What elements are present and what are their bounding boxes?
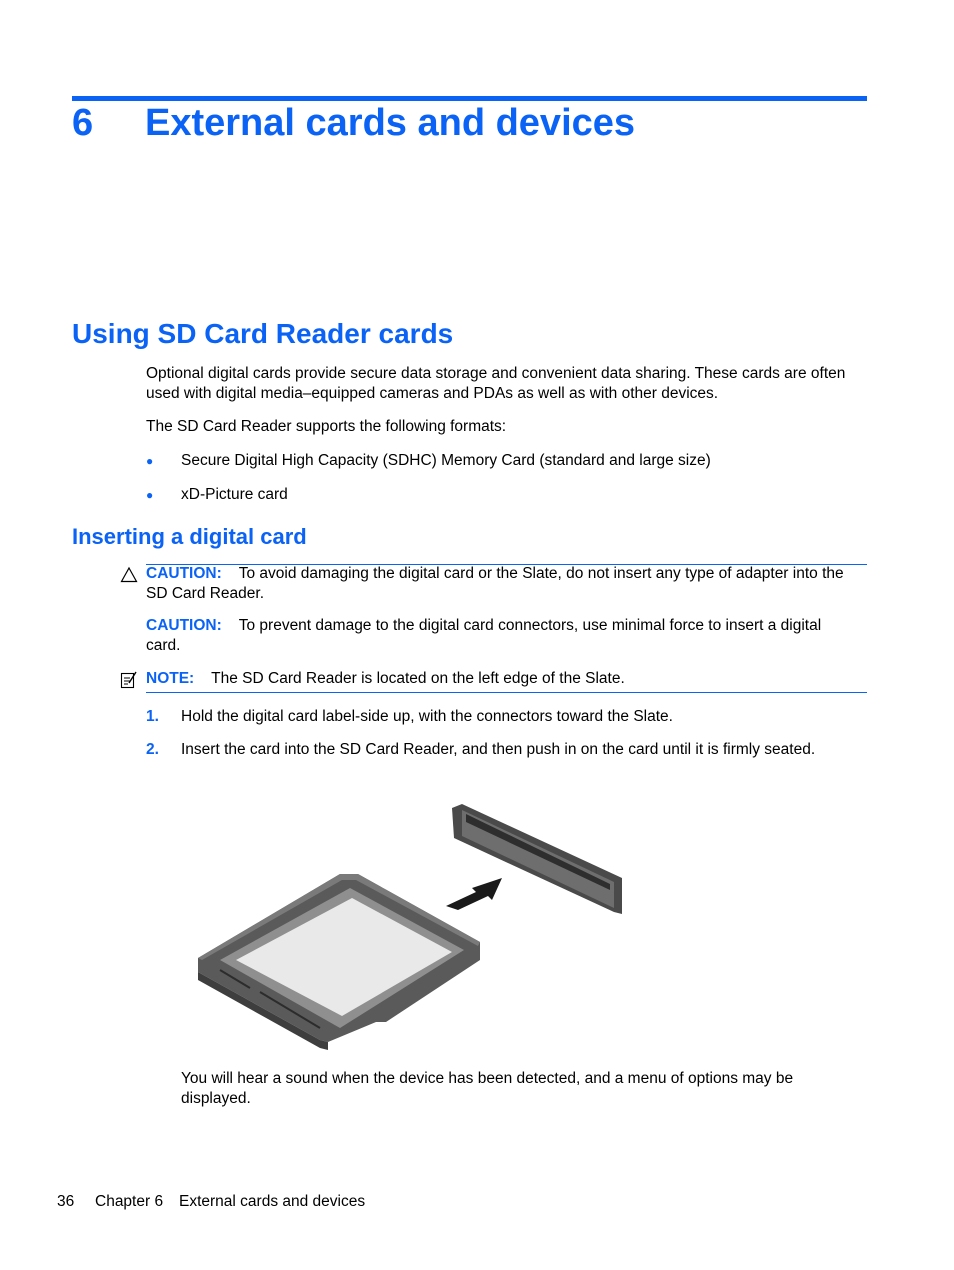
note-pad-icon [120, 670, 138, 690]
subsection-title: Inserting a digital card [72, 524, 307, 549]
format-item-sdhc: Secure Digital High Capacity (SDHC) Memory Card (standard and large size) [181, 452, 711, 469]
step-text: Insert the card into the SD Card Reader, and then push in on the card until it is firmly seated. [181, 741, 816, 758]
bullet-dot-icon: ● [146, 488, 154, 502]
sd-card-insertion-illustration [190, 800, 630, 1050]
footer-chapter-title: External cards and devices [179, 1193, 366, 1210]
formats-intro: The SD Card Reader supports the following formats: [146, 418, 507, 435]
insert-arrow-icon [446, 878, 502, 910]
caution-block-1 [146, 564, 858, 604]
note-label: NOTE: [146, 670, 195, 687]
footer-chapter-label: Chapter 6 [95, 1193, 164, 1210]
result-paragraph: You will hear a sound when the device has been detected, and a menu of options may be displayed. [181, 1070, 794, 1107]
note-block [146, 669, 858, 689]
step-number: 2. [146, 741, 159, 758]
caution-label: CAUTION: [146, 565, 222, 582]
chapter-number: 6 [72, 102, 94, 144]
intro-paragraph: Optional digital cards provide secure data storage and convenient data sharing. These cards are often used with digital media–equipped cameras and PDAs as well as with other devices. [146, 365, 846, 402]
note-text: The SD Card Reader is located on the left edge of the Slate. [211, 670, 625, 687]
sd-card [198, 874, 480, 1050]
caution-text: To avoid damaging the digital card or the Slate, do not insert any type of adapter into the SD Card Reader. [146, 565, 844, 602]
format-item-xd: xD-Picture card [181, 486, 288, 503]
page-number: 36 [57, 1193, 75, 1210]
chapter-title: External cards and devices [145, 102, 636, 144]
section-title: Using SD Card Reader cards [72, 318, 454, 349]
note-bottom-rule [146, 692, 867, 693]
caution-label: CAUTION: [146, 617, 222, 634]
bullet-dot-icon: ● [146, 454, 154, 468]
step-number: 1. [146, 708, 159, 725]
caution-text: To prevent damage to the digital card connectors, use minimal force to insert a digital card. [146, 617, 822, 654]
caution-block-2 [146, 616, 858, 656]
caution-triangle-icon [120, 566, 138, 584]
step-text: Hold the digital card label-side up, with the connectors toward the Slate. [181, 708, 673, 725]
